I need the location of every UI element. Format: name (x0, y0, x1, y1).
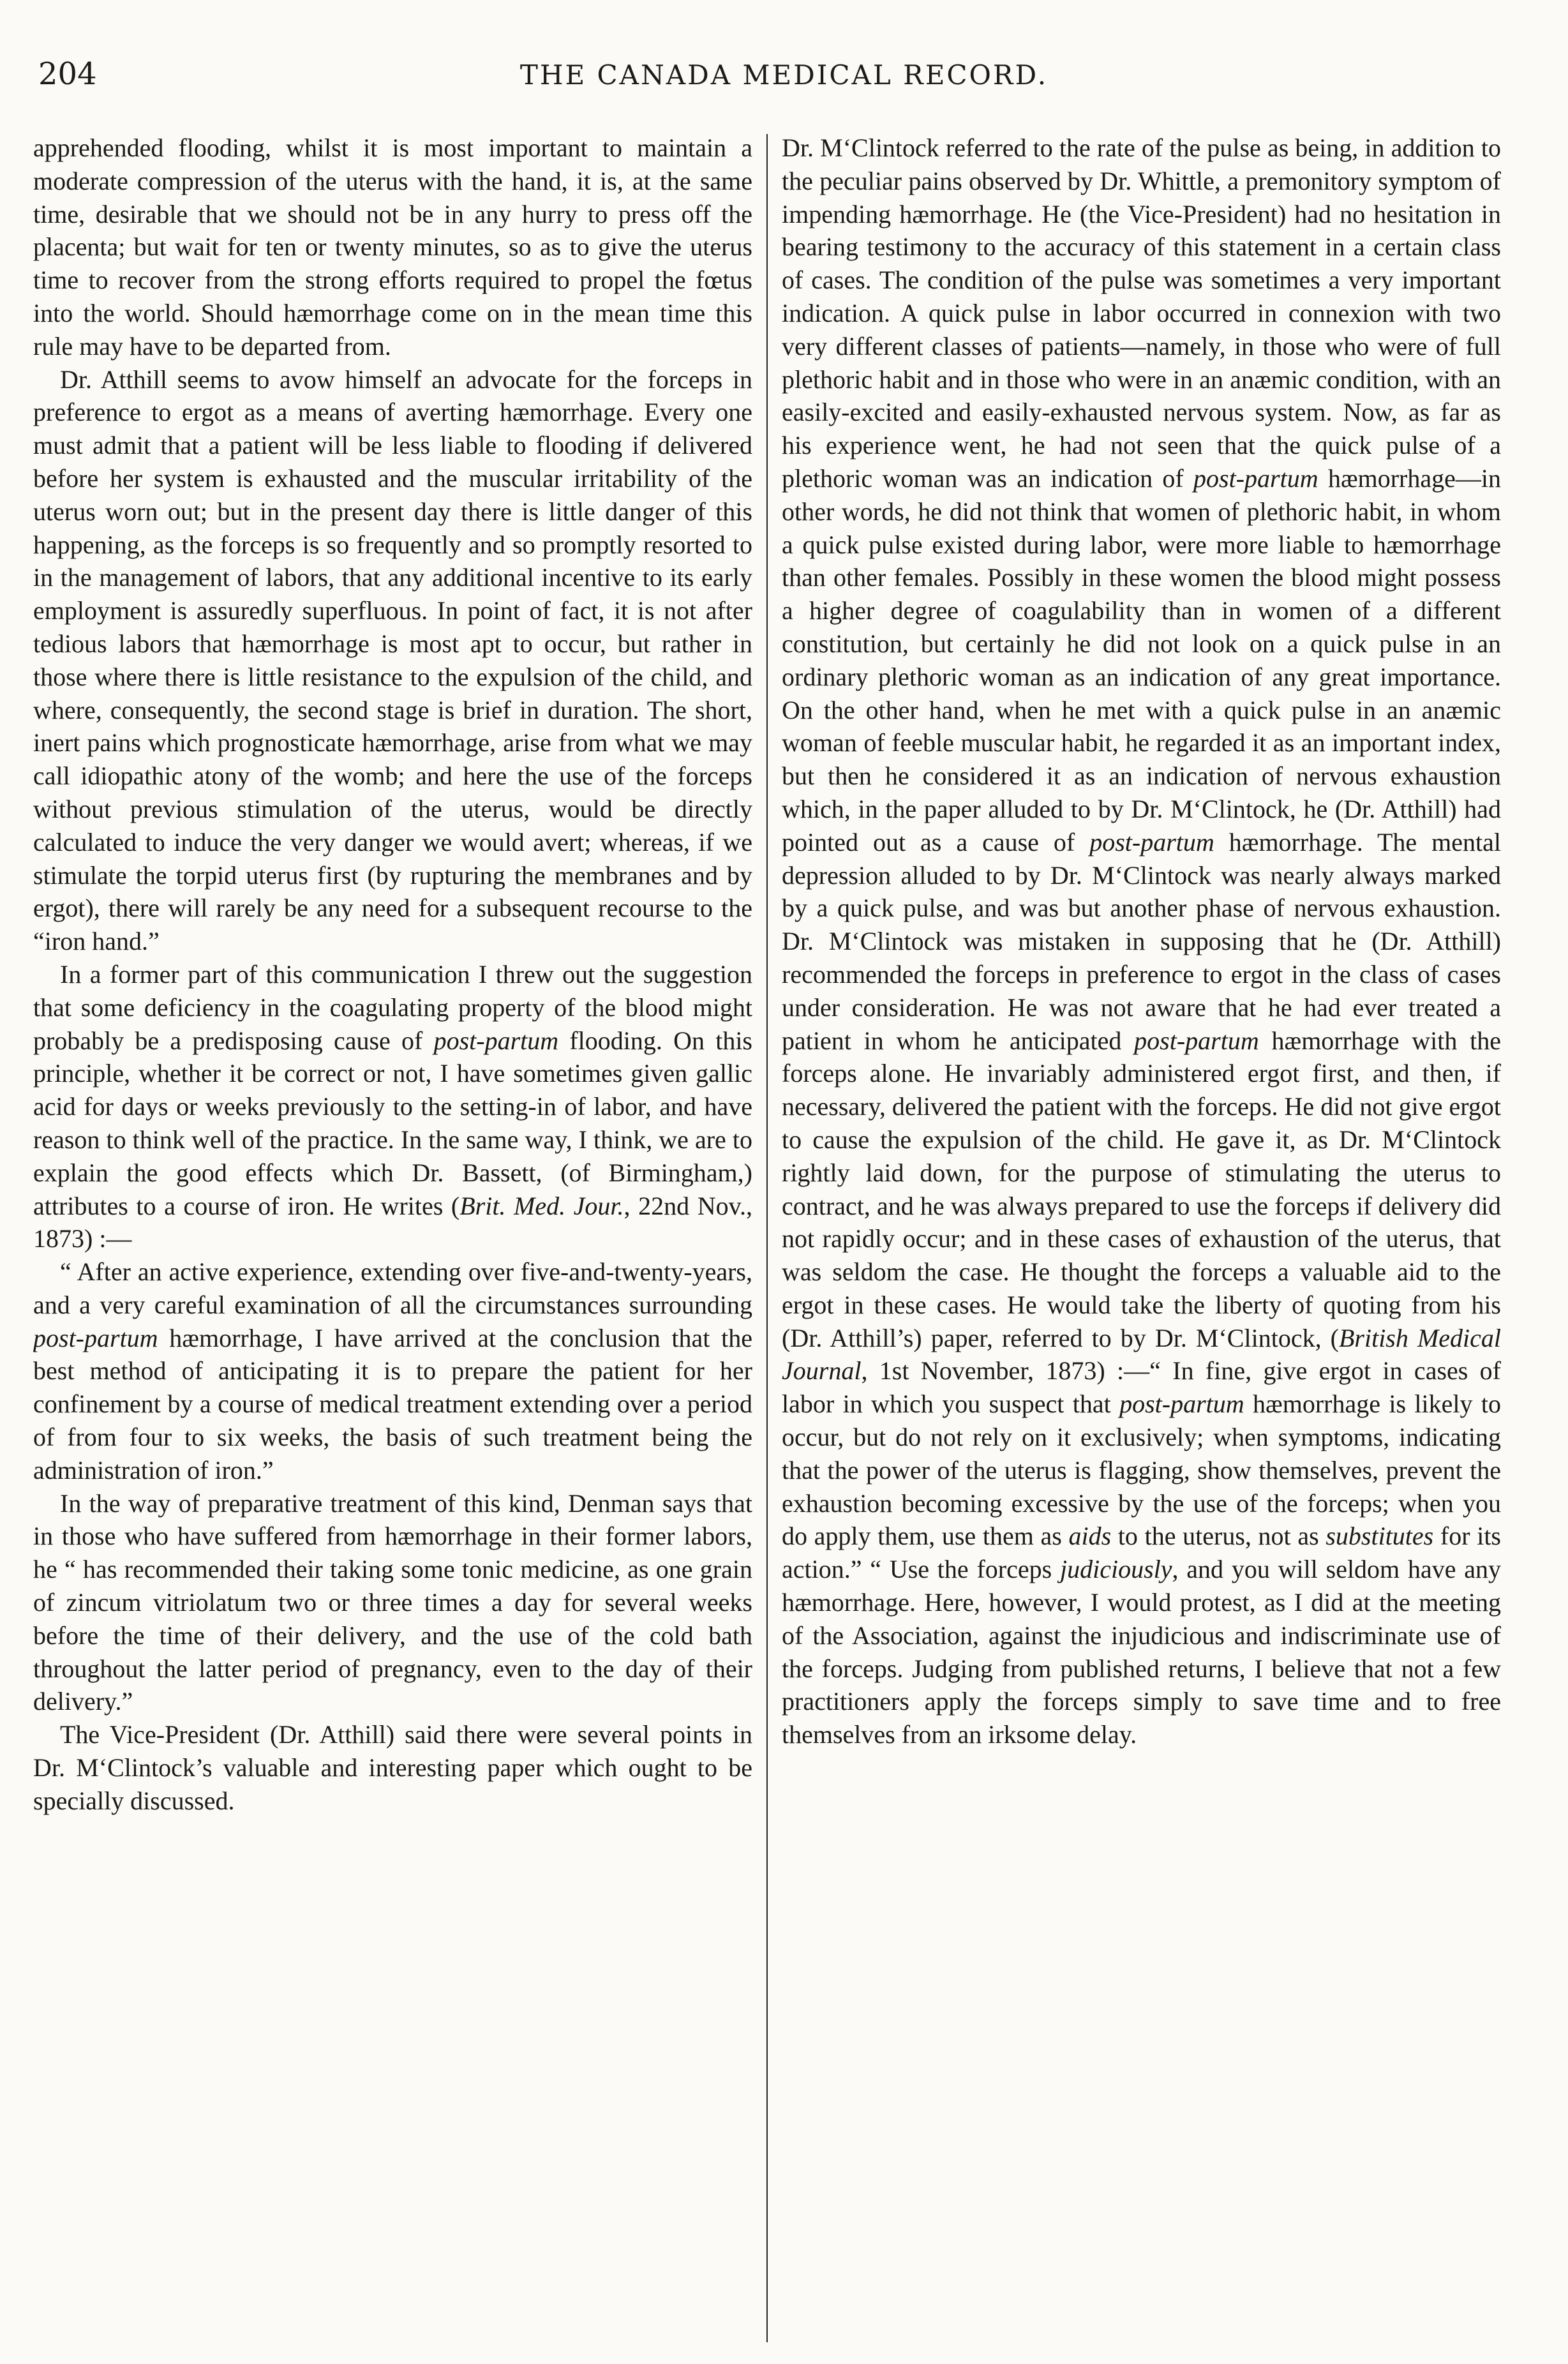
paragraph: In the way of preparative treatment of this kind, Denman says that in those who have suffered from hæmorrhage in their former labors, he “ has recommended their taking some tonic medicine, as one grain of zincum vitriolatum two or three times a day for several weeks before the time of their delivery, and the use of the cold bath throughout the latter period of pregnancy, even to the day of their delivery.” (33, 1488, 752, 1716)
paragraph (33, 958, 752, 1255)
italic-term: post-partum (1089, 827, 1214, 857)
italic-term: judiciously (1059, 1555, 1172, 1584)
text-run: , 22nd Nov., 1873) :— (33, 1191, 752, 1253)
paragraph: The Vice-President (Dr. Atthill) said there were several points in Dr. M‘Clintock’s valuable and interesting paper which ought to be specially discussed. (33, 1720, 752, 1815)
paragraph: apprehended flooding, whilst it is most important to maintain a moderate compression of the uterus with the hand, it is, at the same time, desirable that we should not be in any hurry to press off the placenta; but wait for ten or twenty minutes, so as to give the uterus time to recover from the strong efforts required to propel the fœtus into the world. Should hæmorrhage come on in the mean time this rule may have to be departed from. (33, 133, 752, 361)
italic-term: post-partum (433, 1026, 559, 1055)
italic-term: post-partum (1119, 1389, 1244, 1419)
text-run: “ After an active experience, extending over five-and-twenty-years, and a very careful examination of all the circumstances surrounding (33, 1257, 752, 1319)
running-title: THE CANADA MEDICAL RECORD. (519, 59, 1049, 91)
text-run: hæmorrhage is likely to occur, but do not rely on it exclusively; when symptoms, indicating that the power of the uterus is flagging, show themselves, prevent the exhaustion becoming excessive by the use of the forceps; when you do apply them, use them as (782, 1389, 1501, 1551)
italic-term: post-partum (1134, 1026, 1259, 1055)
italic-term: post-partum (1193, 463, 1318, 493)
italic-term: substitutes (1325, 1522, 1434, 1551)
text-run: hæmorrhage. The mental depression alluded to by Dr. M‘Clintock was nearly always marked by a quick pulse, and was but another phase of nervous exhaustion. Dr. M‘Clintock was mistaken in supposing that he (Dr. Atthill) recommended the forceps in preference to ergot in the class of cases under consideration. He was not aware that he had ever treated a patient in whom he anticipated (782, 827, 1501, 1055)
text-run: hæmorrhage with the forceps alone. He invariably administered ergot first, and then, if necessary, delivered the patient with the forceps. He did not give ergot to cause the expulsion of the child. He gave it, as Dr. M‘Clintock rightly laid down, for the purpose of stimulating the uterus to contract, and he was always prepared to use the forceps if delivery did not rapidly occur; and in these cases of exhaustion of the uterus, that was seldom the case. He thought the forceps a valuable aid to the ergot in these cases. He would take the liberty of quoting from his (Dr. Atthill’s) paper, referred to by Dr. M‘Clintock, ( (782, 1026, 1501, 1352)
italic-term: post-partum (33, 1323, 158, 1352)
text-run: , and you will seldom have any hæmorrhage. Here, however, I would protest, as I did at the meeting of the Association, against the injudicious and indiscriminate use of the forceps. Judging from published returns, I believe that not a few practitioners apply the forceps simply to save time and to free themselves from an irksome delay. (782, 1555, 1501, 1749)
text-run: , 1st November, 1873) :—“ In fine, give ergot in cases of labor in which you suspect that (782, 1356, 1501, 1419)
paragraph (782, 131, 1501, 1751)
text-run: flooding. On this principle, whether it be correct or not, I have sometimes given gallic acid for days or weeks previously to the setting-in of labor, and have reason to think well of the practice. In the same way, I think, we are to explain the good effects which Dr. Bassett, (of Birmingham,) attributes to a course of iron. He writes ( (33, 1026, 753, 1220)
text-run: Dr. M‘Clintock referred to the rate of the pulse as being, in addition to the peculiar pains observed by Dr. Whittle, a premonitory symptom of impending hæmorrhage. He (the Vice-President) had no hesitation in bearing testimony to the accuracy of this statement in a certain class of cases. The condition of the pulse was sometimes a very important indication. A quick pulse in labor occurred in connexion with two very different classes of patients—namely, in those who were of full plethoric habit and in those who were in an anæmic condition, with an easily-excited and easily-exhausted nervous system. Now, as far as his experience went, he had not seen that the quick pulse of a plethoric woman was an indication of (782, 133, 1501, 493)
text-run: to the uterus, not as (1111, 1522, 1326, 1551)
paragraph: Dr. Atthill seems to avow himself an advocate for the forceps in preference to ergot as a means of averting hæmorrhage. Every one must admit that a patient will be less liable to flooding if delivered before her system is exhausted and the muscular irritability of the uterus worn out; but in the present day there is little danger of this happening, as the forceps is so frequently and so promptly resorted to in the management of labors, that any additional incentive to its early employment is assuredly superfluous. In point of fact, it is not after tedious labors that hæmorrhage is most apt to occur, but rather in those where there is little resistance to the expulsion of the child, and where, consequently, the second stage is brief in duration. The short, inert pains which prognosticate hæmorrhage, arise from what we may call idiopathic atony of the womb; and here the use of the forceps without previous stimulation of the uterus, would be directly calculated to induce the very danger we would avert; whereas, if we stimulate the torpid uterus first (by rupturing the membranes and by ergot), there will rarely be any need for a subsequent recourse to the “iron hand.” (33, 364, 752, 956)
block-quote (33, 1255, 752, 1487)
page-number: 204 (38, 56, 97, 92)
text-run: for its action.” “ Use the forceps (782, 1522, 1501, 1584)
left-column (33, 131, 766, 2346)
text-run: hæmorrhage, I have arrived at the conclusion that the best method of anticipating it is to prepare the patient for her confinement by a course of medical treatment extending over a period of from four to six weeks, the basis of such treatment being the administration of iron.” (33, 1323, 752, 1485)
text-run: In a former part of this communication I threw out the suggestion that some deficiency in the coagulating property of the blood might probably be a predisposing cause of (33, 959, 752, 1055)
italic-term: aids (1068, 1522, 1112, 1551)
citation-italic: British Medical Journal (782, 1323, 1501, 1386)
page-header (38, 56, 1530, 107)
right-column (768, 131, 1501, 2346)
text-columns (33, 131, 1501, 2346)
citation-italic: Brit. Med. Jour. (459, 1191, 624, 1220)
text-run: hæmorrhage—in other words, he did not think that women of plethoric habit, in whom a quick pulse existed during labor, were more liable to hæmorrhage than other females. Possibly in these women the blood might possess a higher degree of coagulability than in women of a different constitution, but certainly he did not look on a quick pulse in an ordinary plethoric woman as an indication of any great importance. On the other hand, when he met with a quick pulse in an anæmic woman of feeble muscular habit, he regarded it as an important index, but then he considered it as an indication of nervous exhaustion which, in the paper alluded to by Dr. M‘Clintock, he (Dr. Atthill) had pointed out as a cause of (782, 463, 1501, 857)
